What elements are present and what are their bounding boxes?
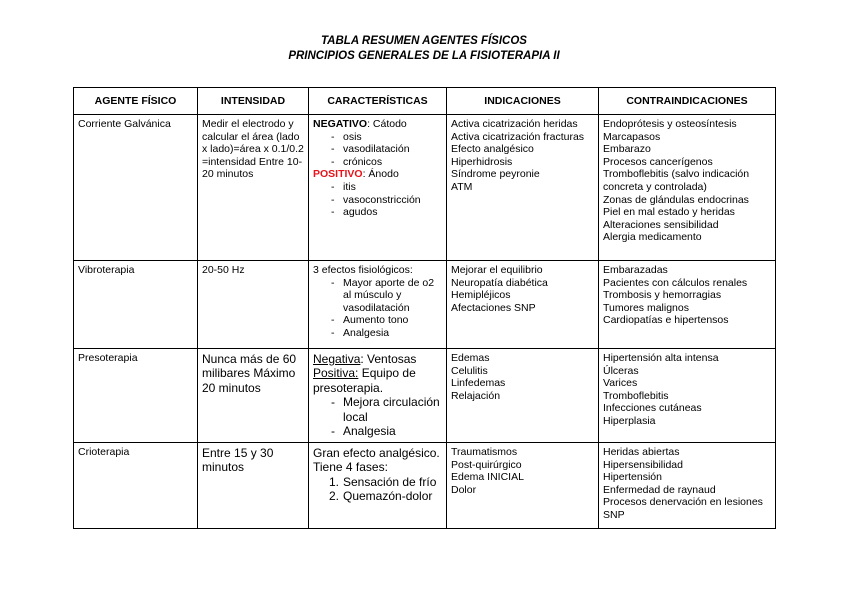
intensity-cell: Entre 15 y 30 minutos	[198, 443, 309, 529]
list-item: - osis	[313, 131, 442, 144]
list-item: - Analgesia	[313, 327, 442, 340]
list-item: - Mayor aporte de o2 al músculo y vasodilatación	[313, 277, 442, 315]
characteristics-cell: 3 efectos fisiológicos: - Mayor aporte de o2 al músculo y vasodilatación - Aumento tono - Analgesia	[309, 261, 447, 349]
agent-cell: Presoterapia	[74, 349, 198, 443]
agent-cell: Vibroterapia	[74, 261, 198, 349]
header-agent: AGENTE FÍSICO	[74, 88, 198, 115]
list-item: - Mejora circulación local	[313, 395, 442, 424]
list-item: 2. Quemazón-dolor	[329, 489, 433, 504]
list-item: - agudos	[313, 206, 442, 219]
contraindications-cell: Endoprótesis y osteosíntesis Marcapasos Embarazo Procesos cancerígenos Tromboflebitis (salvo indicación concreta y controlada) Zonas de glándulas endocrinas Piel en mal estado y heridas Alteraciones sensibilidad Alergia medicamento	[599, 115, 776, 261]
table-row	[74, 115, 776, 261]
table-row	[74, 261, 776, 349]
header-indications: INDICACIONES	[447, 88, 599, 115]
indications-cell: Mejorar el equilibrio Neuropatía diabética Hemipléjicos Afectaciones SNP	[447, 261, 599, 349]
contraindications-cell: Hipertensión alta intensa Úlceras Varices Tromboflebitis Infecciones cutáneas Hiperplasia	[599, 349, 776, 443]
table-row	[74, 443, 776, 529]
table-row	[74, 349, 776, 443]
table-header-row	[74, 88, 776, 115]
list-item: - itis	[313, 181, 442, 194]
intensity-cell: Nunca más de 60 milibares Máximo 20 minutos	[198, 349, 309, 443]
list-item: - vasoconstricción	[313, 194, 442, 207]
agent-cell: Crioterapia	[74, 443, 198, 529]
list-item: - Analgesia	[313, 424, 442, 438]
header-intensity: INTENSIDAD	[198, 88, 309, 115]
characteristics-cell: NEGATIVO: Cátodo - osis - vasodilatación - crónicos POSITIVO: Ánodo - itis - vasoconstricción - agudos	[309, 115, 447, 261]
document-title: TABLA RESUMEN AGENTES FÍSICOS	[321, 35, 527, 47]
list-item: - vasodilatación	[313, 143, 442, 156]
list-item: 1. Sensación de frío	[329, 474, 437, 489]
indications-cell: Edemas Celulitis Linfedemas Relajación	[447, 349, 599, 443]
intensity-cell: 20-50 Hz	[198, 261, 309, 349]
contraindications-cell: Heridas abiertas Hipersensibilidad Hipertensión Enfermedad de raynaud Procesos denervación en lesiones SNP	[599, 443, 776, 529]
list-item: - crónicos	[313, 156, 442, 169]
header-contraindications: CONTRAINDICACIONES	[599, 88, 776, 115]
list-item: - Aumento tono	[313, 314, 442, 327]
document-subtitle: PRINCIPIOS GENERALES DE LA FISIOTERAPIA II	[288, 50, 560, 62]
indications-cell: Traumatismos Post-quirúrgico Edema INICIAL Dolor	[447, 443, 599, 529]
agent-cell: Corriente Galvánica	[74, 115, 198, 261]
intensity-cell: Medir el electrodo y calcular el área (lado x lado)=área x 0.1/0.2 =intensidad Entre 10-20 minutos	[198, 115, 309, 261]
summary-table	[73, 87, 776, 529]
header-characteristics: CARACTERÍSTICAS	[309, 88, 447, 115]
characteristics-cell: Negativa: Ventosas Positiva: Equipo de presoterapia. - Mejora circulación local - Analgesia	[309, 349, 447, 443]
characteristics-cell: Gran efecto analgésico. Tiene 4 fases: 1. Sensación de frío 2. Quemazón-dolor	[309, 443, 447, 529]
contraindications-cell: Embarazadas Pacientes con cálculos renales Trombosis y hemorragias Tumores malignos Cardiopatías e hipertensos	[599, 261, 776, 349]
indications-cell: Activa cicatrización heridas Activa cicatrización fracturas Efecto analgésico Hiperhidrosis Síndrome peyronie ATM	[447, 115, 599, 261]
